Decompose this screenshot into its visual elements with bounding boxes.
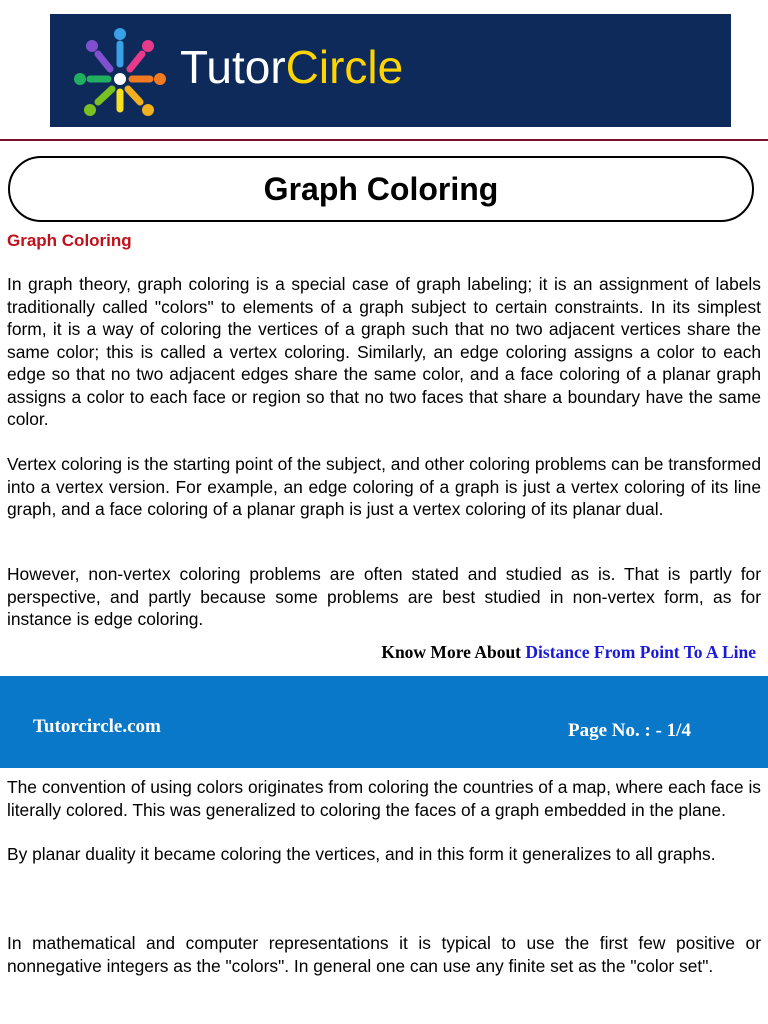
logo-wordmark: [180, 41, 404, 93]
paragraph-color-set: In mathematical and computer representations it is typical to use the first few positive or nonnegative integers as the "colors". In general one can use any finite set as the "color set".: [7, 933, 761, 976]
logo-word-circle: Circle: [285, 41, 404, 93]
paragraph-vertex-coloring: Vertex coloring is the starting point of the subject, and other coloring problems can be transformed into a vertex version. For example, an edge coloring of a graph is just a vertex coloring of its line graph, and a face coloring of a planar graph is just a vertex coloring of its planar dual.: [7, 454, 762, 519]
page-title: Graph Coloring: [263, 170, 499, 207]
know-more-link[interactable]: Distance From Point To A Line: [525, 642, 756, 662]
paragraph-non-vertex: However, non-vertex coloring problems are often stated and studied as is. That is partly for perspective, and partly because some problems are best studied in non-vertex form, as for instance is edge coloring.: [7, 564, 761, 629]
footer-page-number: Page No. : - 1/4: [568, 720, 691, 741]
header-divider: [0, 139, 768, 141]
section-heading: Graph Coloring: [7, 231, 132, 250]
header-banner: [50, 14, 731, 127]
paragraph-convention: The convention of using colors originates from coloring the countries of a map, where each face is literally colored. This was generalized to coloring the faces of a graph embedded in the plane.: [7, 777, 761, 820]
paragraph-intro: In graph theory, graph coloring is a special case of graph labeling; it is an assignment of labels traditionally called "colors" to elements of a graph subject to certain constraints. In its simplest form, it is a way of coloring the vertices of a graph such that no two adjacent vertices share the same color; this is called a vertex coloring. Similarly, an edge coloring assigns a color to each edge so that no two adjacent edges share the same color, and a face coloring of a planar graph assigns a color to each face or region so that no two faces that share a boundary have the same color.: [7, 274, 761, 429]
people-circle-icon: [70, 24, 170, 119]
know-more-prefix: Know More About: [381, 642, 526, 662]
page-title-box: [8, 156, 754, 222]
paragraph-planar-duality: By planar duality it became coloring the vertices, and in this form it generalizes to all graphs.: [7, 844, 716, 864]
footer-site: Tutorcircle.com: [33, 716, 161, 737]
know-more-line: [381, 642, 756, 663]
logo-word-tutor: Tutor: [180, 41, 286, 93]
page-footer: [0, 676, 768, 768]
